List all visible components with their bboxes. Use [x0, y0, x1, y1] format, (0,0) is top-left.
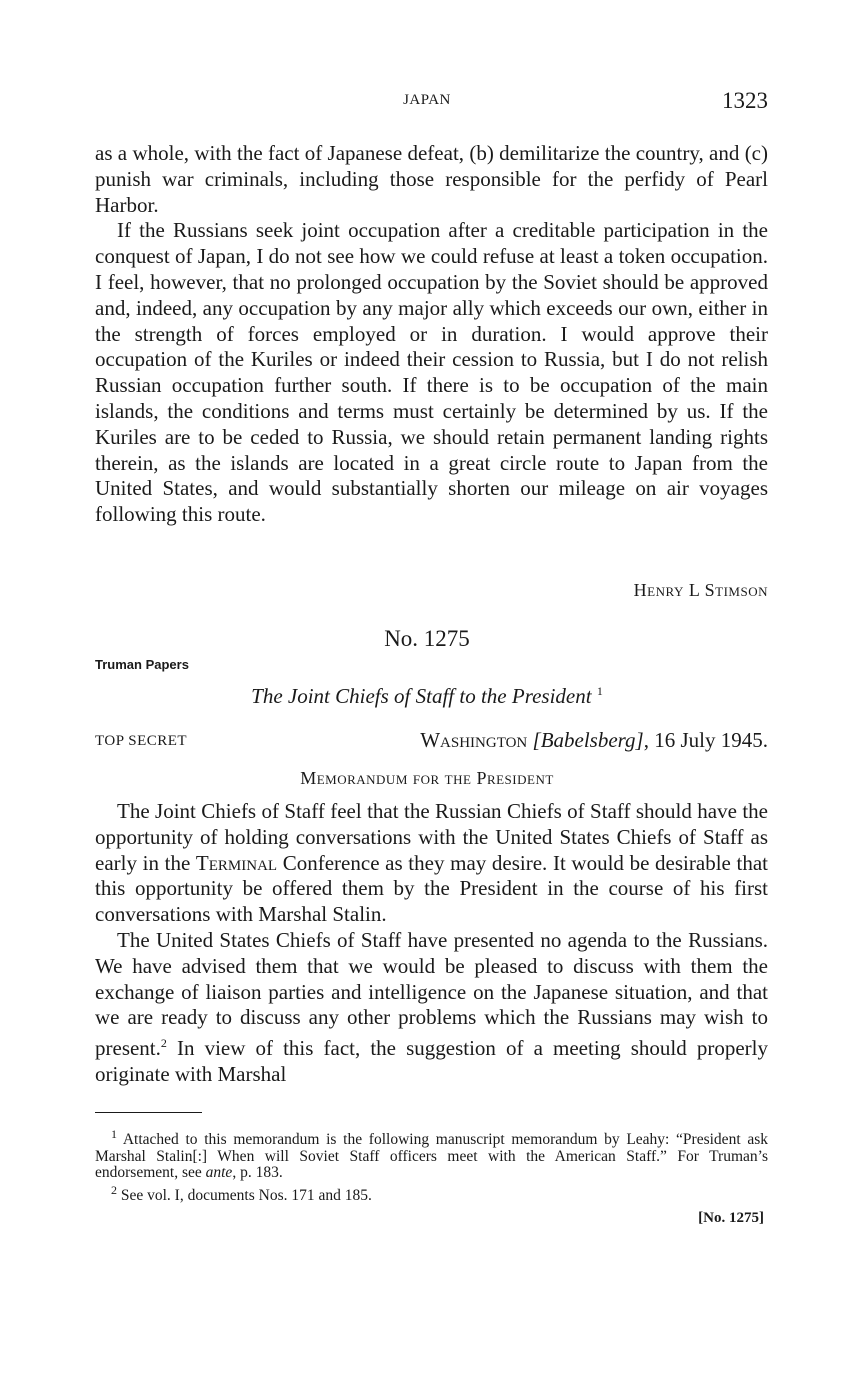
footnote: $^1$ Attached to this memorandum is the following manuscript memorandum by Leahy: “President ask Marshal Stalin[:] When will Soviet Staff officers meet with the American Staff.” For Truman’s endorsement, see ante, p. 183. — [95, 1127, 768, 1182]
signature: Henry L Stimson — [633, 580, 768, 600]
footnote-divider — [95, 1112, 202, 1113]
place-date: Washington [Babelsberg], 16 July 1945. — [420, 728, 768, 752]
footnote: $^2$ See vol. I, documents Nos. 171 and 185. — [111, 1182, 372, 1204]
document-number: No. 1275 — [384, 626, 470, 651]
classification: TOP SECRET — [95, 733, 188, 749]
document-reference: [No. 1275] — [698, 1210, 764, 1226]
body-paragraph: If the Russians seek joint occupation after a creditable participation in the conquest of Japan, I do not see how we could refuse at least a token occupation. I feel, however, that no prolonged occupation by the Soviet should be approved and, indeed, any occupation by any major ally which exceeds our own, either in the strength of forces employed or in duration. I would approve their occupation of the Kuriles or indeed their cession to Russia, but I do not relish Russian occupation further south. If there is to be occupation of the main islands, the conditions and terms must certainly be determined by us. If the Kuriles are to be ceded to Russia, we should retain permanent landing rights therein, as the islands are located in a great circle route to Japan from the United States, and would substantially shorten our mileage on air voyages following this route. — [95, 218, 768, 527]
memo-text — [95, 799, 768, 1088]
page-number: 1323 — [722, 88, 768, 113]
footnote-ref: 2 — [160, 1036, 167, 1051]
previous-document-text — [95, 141, 768, 528]
footnotes — [95, 1126, 768, 1204]
body-paragraph: The Joint Chiefs of Staff feel that the Russian Chiefs of Staff should have the opportunity of holding conversations with the United States Chiefs of Staff as early in the Terminal Conference as they may desire. It would be desirable that this opportunity be offered them by the President in the course of his first conversations with Marshal Stalin. — [95, 799, 768, 927]
document-source: Truman Papers — [95, 657, 189, 672]
memo-heading: Memorandum for the President — [300, 768, 554, 788]
body-paragraph: as a whole, with the fact of Japanese defeat, (b) demilitarize the country, and (c) punish war criminals, including those responsible for the perfidy of Pearl Harbor. — [95, 141, 768, 217]
running-header: JAPAN — [403, 92, 451, 108]
body-paragraph: The United States Chiefs of Staff have presented no agenda to the Russians. We have advised them that we would be pleased to discuss with them the exchange of liaison parties and intelligence on the Japanese situation, and that we are ready to discuss any other problems which the Russians may wish to present.$^2$ In view of this fact, the suggestion of a meeting should properly originate with Marshal — [95, 927, 768, 1086]
document-title: The Joint Chiefs of Staff to the President $^1$ — [251, 684, 603, 708]
footnote-ref: 1 — [596, 684, 603, 698]
